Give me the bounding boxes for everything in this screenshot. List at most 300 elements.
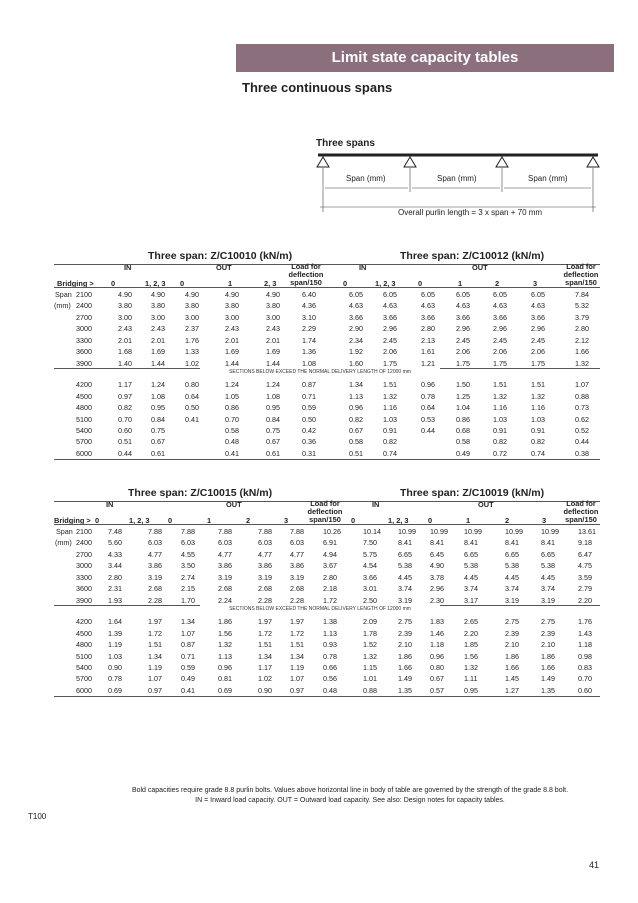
capacity-cell: 1.01 [363,674,377,684]
capacity-cell: 3.80 [266,301,280,311]
capacity-cell: 4.77 [258,549,272,559]
page-subtitle: Three continuous spans [242,80,393,95]
capacity-cell: 1.72 [148,628,162,638]
capacity-cell: 1.97 [290,617,304,627]
capacity-cell: 10.99 [541,527,559,536]
span-value: 4800 [76,640,92,650]
capacity-cell: 1.17 [118,380,132,390]
capacity-cell: 2.80 [323,572,337,582]
capacity-cell: 1.16 [383,403,397,413]
capacity-cell: 0.93 [323,640,337,650]
capacity-cell: 1.16 [531,403,545,413]
capacity-cell: 8.41 [464,538,478,548]
capacity-cell: 3.74 [505,584,519,594]
capacity-cell: 1.74 [302,335,316,345]
load-for-deflection-label: span/150 [565,278,597,287]
capacity-cell: 6.03 [290,538,304,548]
capacity-cell: 0.80 [430,662,444,672]
capacity-cell: 2.01 [266,335,280,345]
span-value: 2100 [76,527,92,536]
capacity-cell: 8.41 [430,538,444,548]
capacity-cell: 1.72 [258,628,272,638]
capacity-cell: 2.39 [541,628,555,638]
capacity-cell: 0.71 [181,651,195,661]
capacity-cell: 0.58 [349,437,363,447]
capacity-cell: 1.27 [505,685,519,695]
capacity-cell: 3.80 [118,301,132,311]
table-title: Three span: Z/C10019 (kN/m) [400,487,545,499]
section-rule [54,368,200,369]
capacity-cell: 2.39 [398,628,412,638]
capacity-cell: 1.13 [323,628,337,638]
capacity-cell: 3.00 [266,312,280,322]
capacity-cell: 0.44 [421,425,435,435]
capacity-cell: 1.34 [181,617,195,627]
capacity-cell: 0.60 [578,685,592,695]
capacity-cell: 4.94 [323,549,337,559]
capacity-cell: 10.99 [505,527,523,536]
capacity-cell: 1.38 [323,617,337,627]
capacity-cell: 1.83 [430,617,444,627]
capacity-cell: 0.67 [151,437,165,447]
span-label-2: Span (mm) [437,174,477,183]
capacity-cell: 3.50 [181,561,195,571]
span-value: 6000 [76,448,92,458]
capacity-cell: 4.55 [181,549,195,559]
capacity-cell: 0.96 [421,380,435,390]
capacity-cell: 1.18 [578,640,592,650]
capacity-cell: 4.63 [349,301,363,311]
capacity-cell: 2.01 [118,335,132,345]
capacity-cell: 1.16 [493,403,507,413]
capacity-cell: 0.74 [383,448,397,458]
capacity-cell: 0.84 [151,414,165,424]
capacity-cell: 3.17 [464,595,478,605]
capacity-cell: 6.65 [464,549,478,559]
capacity-cell: 0.41 [225,448,239,458]
capacity-cell: 2.74 [181,572,195,582]
capacity-cell: 2.75 [541,617,555,627]
capacity-cell: 2.20 [464,628,478,638]
capacity-cell: 0.60 [118,425,132,435]
capacity-cell: 2.68 [148,584,162,594]
overall-length-label: Overall purlin length = 3 x span + 70 mm [398,208,543,217]
capacity-cell: 1.35 [541,685,555,695]
capacity-cell: 6.65 [505,549,519,559]
capacity-cell: 4.45 [398,572,412,582]
capacity-cell: 1.07 [148,674,162,684]
column-header: 2 [495,279,500,288]
capacity-cell: 1.93 [108,595,122,605]
capacity-cell: 2.10 [398,640,412,650]
capacity-cell: 2.45 [456,335,470,345]
capacity-cell: 2.34 [349,335,363,345]
capacity-cell: 2.37 [185,324,199,334]
load-for-deflection-label: deflection [288,270,324,279]
span-value: 3600 [76,584,92,594]
capacity-cell: 1.19 [108,640,122,650]
capacity-cell: 1.13 [349,391,363,401]
capacity-cell: 0.66 [323,662,337,672]
capacity-cell: 1.56 [464,651,478,661]
capacity-cell: 2.13 [421,335,435,345]
capacity-cell: 3.01 [363,584,377,594]
span-value: 4800 [76,403,92,413]
capacity-cell: 0.36 [302,437,316,447]
capacity-cell: 2.96 [456,324,470,334]
capacity-cell: 2.06 [456,347,470,357]
capacity-cell: 1.76 [185,335,199,345]
capacity-cell: 2.50 [363,595,377,605]
support-triangle [404,157,416,167]
capacity-cell: 2.10 [505,640,519,650]
capacity-cell: 0.44 [118,448,132,458]
capacity-cell: 4.90 [151,290,165,299]
capacity-cell: 6.91 [323,538,337,548]
capacity-cell: 1.69 [266,347,280,357]
capacity-cell: 10.99 [398,527,416,536]
capacity-cell: 2.45 [531,335,545,345]
capacity-cell: 5.32 [575,301,589,311]
capacity-cell: 3.74 [398,584,412,594]
capacity-cell: 1.49 [541,674,555,684]
capacity-cell: 1.92 [349,347,363,357]
capacity-cell: 2.28 [258,595,272,605]
span-value: 6000 [76,685,92,695]
capacity-cell: 10.99 [430,527,448,536]
capacity-cell: 1.75 [383,358,397,368]
capacity-cell: 0.87 [181,640,195,650]
capacity-cell: 1.40 [118,358,132,368]
capacity-cell: 3.86 [258,561,272,571]
capacity-cell: 1.52 [363,640,377,650]
page-banner: Limit state capacity tables [236,44,614,72]
capacity-cell: 0.51 [349,448,363,458]
capacity-cell: 1.08 [266,391,280,401]
capacity-cell: 3.74 [464,584,478,594]
span-value: 4200 [76,380,92,390]
capacity-cell: 3.86 [218,561,232,571]
capacity-cell: 0.90 [108,662,122,672]
section-rule [440,368,600,369]
capacity-cell: 6.40 [302,290,316,299]
capacity-cell: 3.78 [430,572,444,582]
capacity-cell: 2.68 [290,584,304,594]
span-value: 2700 [76,312,92,322]
capacity-cell: 1.69 [151,347,165,357]
diagram-title: Three spans [316,138,375,149]
capacity-cell: 3.66 [531,312,545,322]
capacity-cell: 1.66 [505,662,519,672]
capacity-cell: 4.77 [148,549,162,559]
capacity-cell: 1.66 [541,662,555,672]
capacity-cell: 1.32 [218,640,232,650]
capacity-cell: 2.45 [493,335,507,345]
capacity-cell: 3.19 [148,572,162,582]
capacity-cell: 1.24 [225,380,239,390]
capacity-cell: 2.24 [218,595,232,605]
span-value: 2700 [76,549,92,559]
capacity-cell: 6.05 [383,290,397,299]
span-value: 5400 [76,662,92,672]
capacity-cell: 0.87 [302,380,316,390]
column-header: 1, 2, 3 [388,516,409,525]
in-header: IN [359,263,367,272]
span-label: Span [55,290,72,299]
capacity-cell: 1.02 [185,358,199,368]
capacity-cell: 0.78 [421,391,435,401]
capacity-cell: 5.38 [398,561,412,571]
capacity-cell: 1.34 [148,651,162,661]
capacity-cell: 5.38 [464,561,478,571]
capacity-cell: 1.39 [108,628,122,638]
capacity-cell: 0.95 [151,403,165,413]
capacity-cell: 2.28 [148,595,162,605]
capacity-cell: 7.84 [575,290,589,299]
capacity-cell: 0.98 [578,651,592,661]
capacity-cell: 0.75 [151,425,165,435]
capacity-cell: 6.03 [218,538,232,548]
capacity-cell: 0.73 [575,403,589,413]
capacity-cell: 2.06 [493,347,507,357]
capacity-cell: 3.19 [290,572,304,582]
column-header: 1 [207,516,212,525]
capacity-cell: 0.59 [181,662,195,672]
capacity-cell: 1.66 [575,347,589,357]
capacity-cell: 2.31 [108,584,122,594]
beam-diagram-svg [0,0,638,230]
capacity-cell: 0.42 [302,425,316,435]
load-for-deflection-label: span/150 [309,515,341,524]
capacity-cell: 2.80 [108,572,122,582]
span-label-1: Span (mm) [346,174,386,183]
support-triangle [317,157,329,167]
capacity-cell: 7.88 [218,527,232,536]
capacity-cell: 7.88 [290,527,304,536]
capacity-cell: 0.91 [383,425,397,435]
capacity-cell: 0.61 [151,448,165,458]
column-header: 0 [95,516,100,525]
capacity-cell: 0.48 [225,437,239,447]
capacity-cell: 0.90 [258,685,272,695]
capacity-cell: 3.00 [118,312,132,322]
capacity-cell: 2.10 [541,640,555,650]
capacity-cell: 2.68 [218,584,232,594]
span-value: 3000 [76,324,92,334]
capacity-cell: 1.32 [464,662,478,672]
capacity-cell: 0.62 [575,414,589,424]
capacity-cell: 1.51 [258,640,272,650]
capacity-cell: 0.53 [421,414,435,424]
capacity-cell: 10.14 [363,527,381,536]
capacity-cell: 2.29 [302,324,316,334]
capacity-cell: 1.32 [493,391,507,401]
capacity-cell: 0.57 [430,685,444,695]
out-header: OUT [226,500,242,509]
capacity-cell: 7.88 [181,527,195,536]
capacity-cell: 2.06 [383,347,397,357]
capacity-cell: 1.35 [398,685,412,695]
capacity-cell: 0.70 [578,674,592,684]
capacity-cell: 3.66 [456,312,470,322]
capacity-cell: 0.91 [531,425,545,435]
capacity-cell: 1.13 [218,651,232,661]
load-for-deflection-label: Load for [566,499,596,508]
capacity-cell: 6.65 [541,549,555,559]
capacity-cell: 2.01 [151,335,165,345]
capacity-cell: 1.25 [456,391,470,401]
capacity-cell: 6.03 [258,538,272,548]
column-header: 0 [180,279,185,288]
capacity-cell: 0.82 [531,437,545,447]
load-for-deflection-label: deflection [563,270,599,279]
capacity-cell: 2.75 [505,617,519,627]
capacity-cell: 0.64 [421,403,435,413]
mm-label: (mm) [54,301,71,311]
capacity-cell: 8.41 [541,538,555,548]
support-triangle [496,157,508,167]
section-rule [54,605,200,606]
span-value: 3900 [76,595,92,605]
capacity-cell: 6.05 [456,290,470,299]
capacity-cell: 1.51 [290,640,304,650]
capacity-cell: 0.50 [185,403,199,413]
column-header: 2 [505,516,510,525]
capacity-cell: 1.44 [266,358,280,368]
capacity-cell: 0.68 [456,425,470,435]
capacity-cell: 2.96 [383,324,397,334]
table-bottom-rule [54,696,600,697]
capacity-cell: 1.34 [349,380,363,390]
capacity-cell: 0.31 [302,448,316,458]
load-for-deflection-label: Load for [310,499,340,508]
capacity-cell: 2.96 [493,324,507,334]
capacity-cell: 2.96 [430,584,444,594]
in-header: IN [106,500,114,509]
capacity-cell: 2.79 [578,584,592,594]
column-header: 1, 2, 3 [145,279,166,288]
capacity-cell: 1.86 [505,651,519,661]
capacity-cell: 3.66 [363,572,377,582]
capacity-cell: 2.06 [531,347,545,357]
capacity-cell: 4.33 [108,549,122,559]
column-header: 0 [418,279,423,288]
capacity-cell: 3.74 [541,584,555,594]
capacity-cell: 2.20 [578,595,592,605]
capacity-cell: 0.86 [225,403,239,413]
capacity-cell: 1.85 [464,640,478,650]
span-value: 5700 [76,437,92,447]
span-label: Span [56,527,73,536]
capacity-cell: 1.19 [148,662,162,672]
delivery-length-note: SECTIONS BELOW EXCEED THE NORMAL DELIVERY LENGTH OF 12000 mm [229,369,411,376]
capacity-cell: 0.64 [185,391,199,401]
capacity-cell: 3.19 [398,595,412,605]
in-header: IN [124,263,132,272]
capacity-cell: 1.44 [151,358,165,368]
capacity-cell: 1.75 [456,358,470,368]
span-value: 4200 [76,617,92,627]
capacity-cell: 0.95 [464,685,478,695]
capacity-cell: 6.03 [181,538,195,548]
column-header: 0 [168,516,173,525]
capacity-cell: 3.66 [383,312,397,322]
capacity-cell: 1.70 [181,595,195,605]
column-header: 0 [343,279,348,288]
table-title: Three span: Z/C10012 (kN/m) [400,250,545,262]
capacity-cell: 3.66 [421,312,435,322]
capacity-cell: 6.05 [349,290,363,299]
out-header: OUT [216,263,232,272]
capacity-cell: 1.51 [383,380,397,390]
capacity-cell: 2.01 [225,335,239,345]
load-for-deflection-label: Load for [566,262,596,271]
capacity-cell: 0.49 [181,674,195,684]
capacity-cell: 1.51 [531,380,545,390]
capacity-cell: 9.18 [578,538,592,548]
capacity-cell: 1.69 [225,347,239,357]
capacity-cell: 1.08 [302,358,316,368]
capacity-cell: 0.81 [218,674,232,684]
capacity-cell: 0.52 [575,425,589,435]
capacity-cell: 4.63 [383,301,397,311]
capacity-cell: 4.45 [464,572,478,582]
capacity-cell: 3.19 [218,572,232,582]
column-header: 2 [246,516,251,525]
capacity-cell: 4.90 [430,561,444,571]
capacity-cell: 2.15 [181,584,195,594]
capacity-cell: 0.80 [185,380,199,390]
capacity-cell: 1.04 [456,403,470,413]
capacity-cell: 2.75 [398,617,412,627]
capacity-cell: 4.75 [578,561,592,571]
capacity-cell: 0.41 [181,685,195,695]
bridging-label: Bridging > [57,279,94,288]
table-title: Three span: Z/C10010 (kN/m) [148,250,293,262]
capacity-cell: 2.39 [505,628,519,638]
capacity-cell: 13.61 [578,527,596,536]
capacity-cell: 4.90 [118,290,132,299]
capacity-cell: 3.59 [578,572,592,582]
capacity-cell: 1.03 [493,414,507,424]
capacity-cell: 1.34 [290,651,304,661]
capacity-cell: 0.69 [218,685,232,695]
capacity-cell: 2.43 [266,324,280,334]
span-value: 3300 [76,335,92,345]
capacity-cell: 0.51 [118,437,132,447]
capacity-cell: 0.96 [349,403,363,413]
capacity-cell: 0.96 [430,651,444,661]
capacity-cell: 1.44 [225,358,239,368]
capacity-cell: 0.50 [302,414,316,424]
capacity-cell: 0.88 [363,685,377,695]
capacity-cell: 7.50 [363,538,377,548]
capacity-cell: 1.76 [578,617,592,627]
capacity-cell: 3.66 [493,312,507,322]
capacity-cell: 1.66 [398,662,412,672]
capacity-cell: 0.49 [456,448,470,458]
capacity-cell: 4.45 [541,572,555,582]
capacity-cell: 1.02 [258,674,272,684]
capacity-cell: 6.05 [493,290,507,299]
capacity-cell: 2.65 [464,617,478,627]
capacity-cell: 7.88 [258,527,272,536]
capacity-cell: 1.72 [290,628,304,638]
capacity-cell: 0.41 [185,414,199,424]
capacity-cell: 0.83 [578,662,592,672]
capacity-cell: 1.46 [430,628,444,638]
capacity-cell: 0.82 [118,403,132,413]
